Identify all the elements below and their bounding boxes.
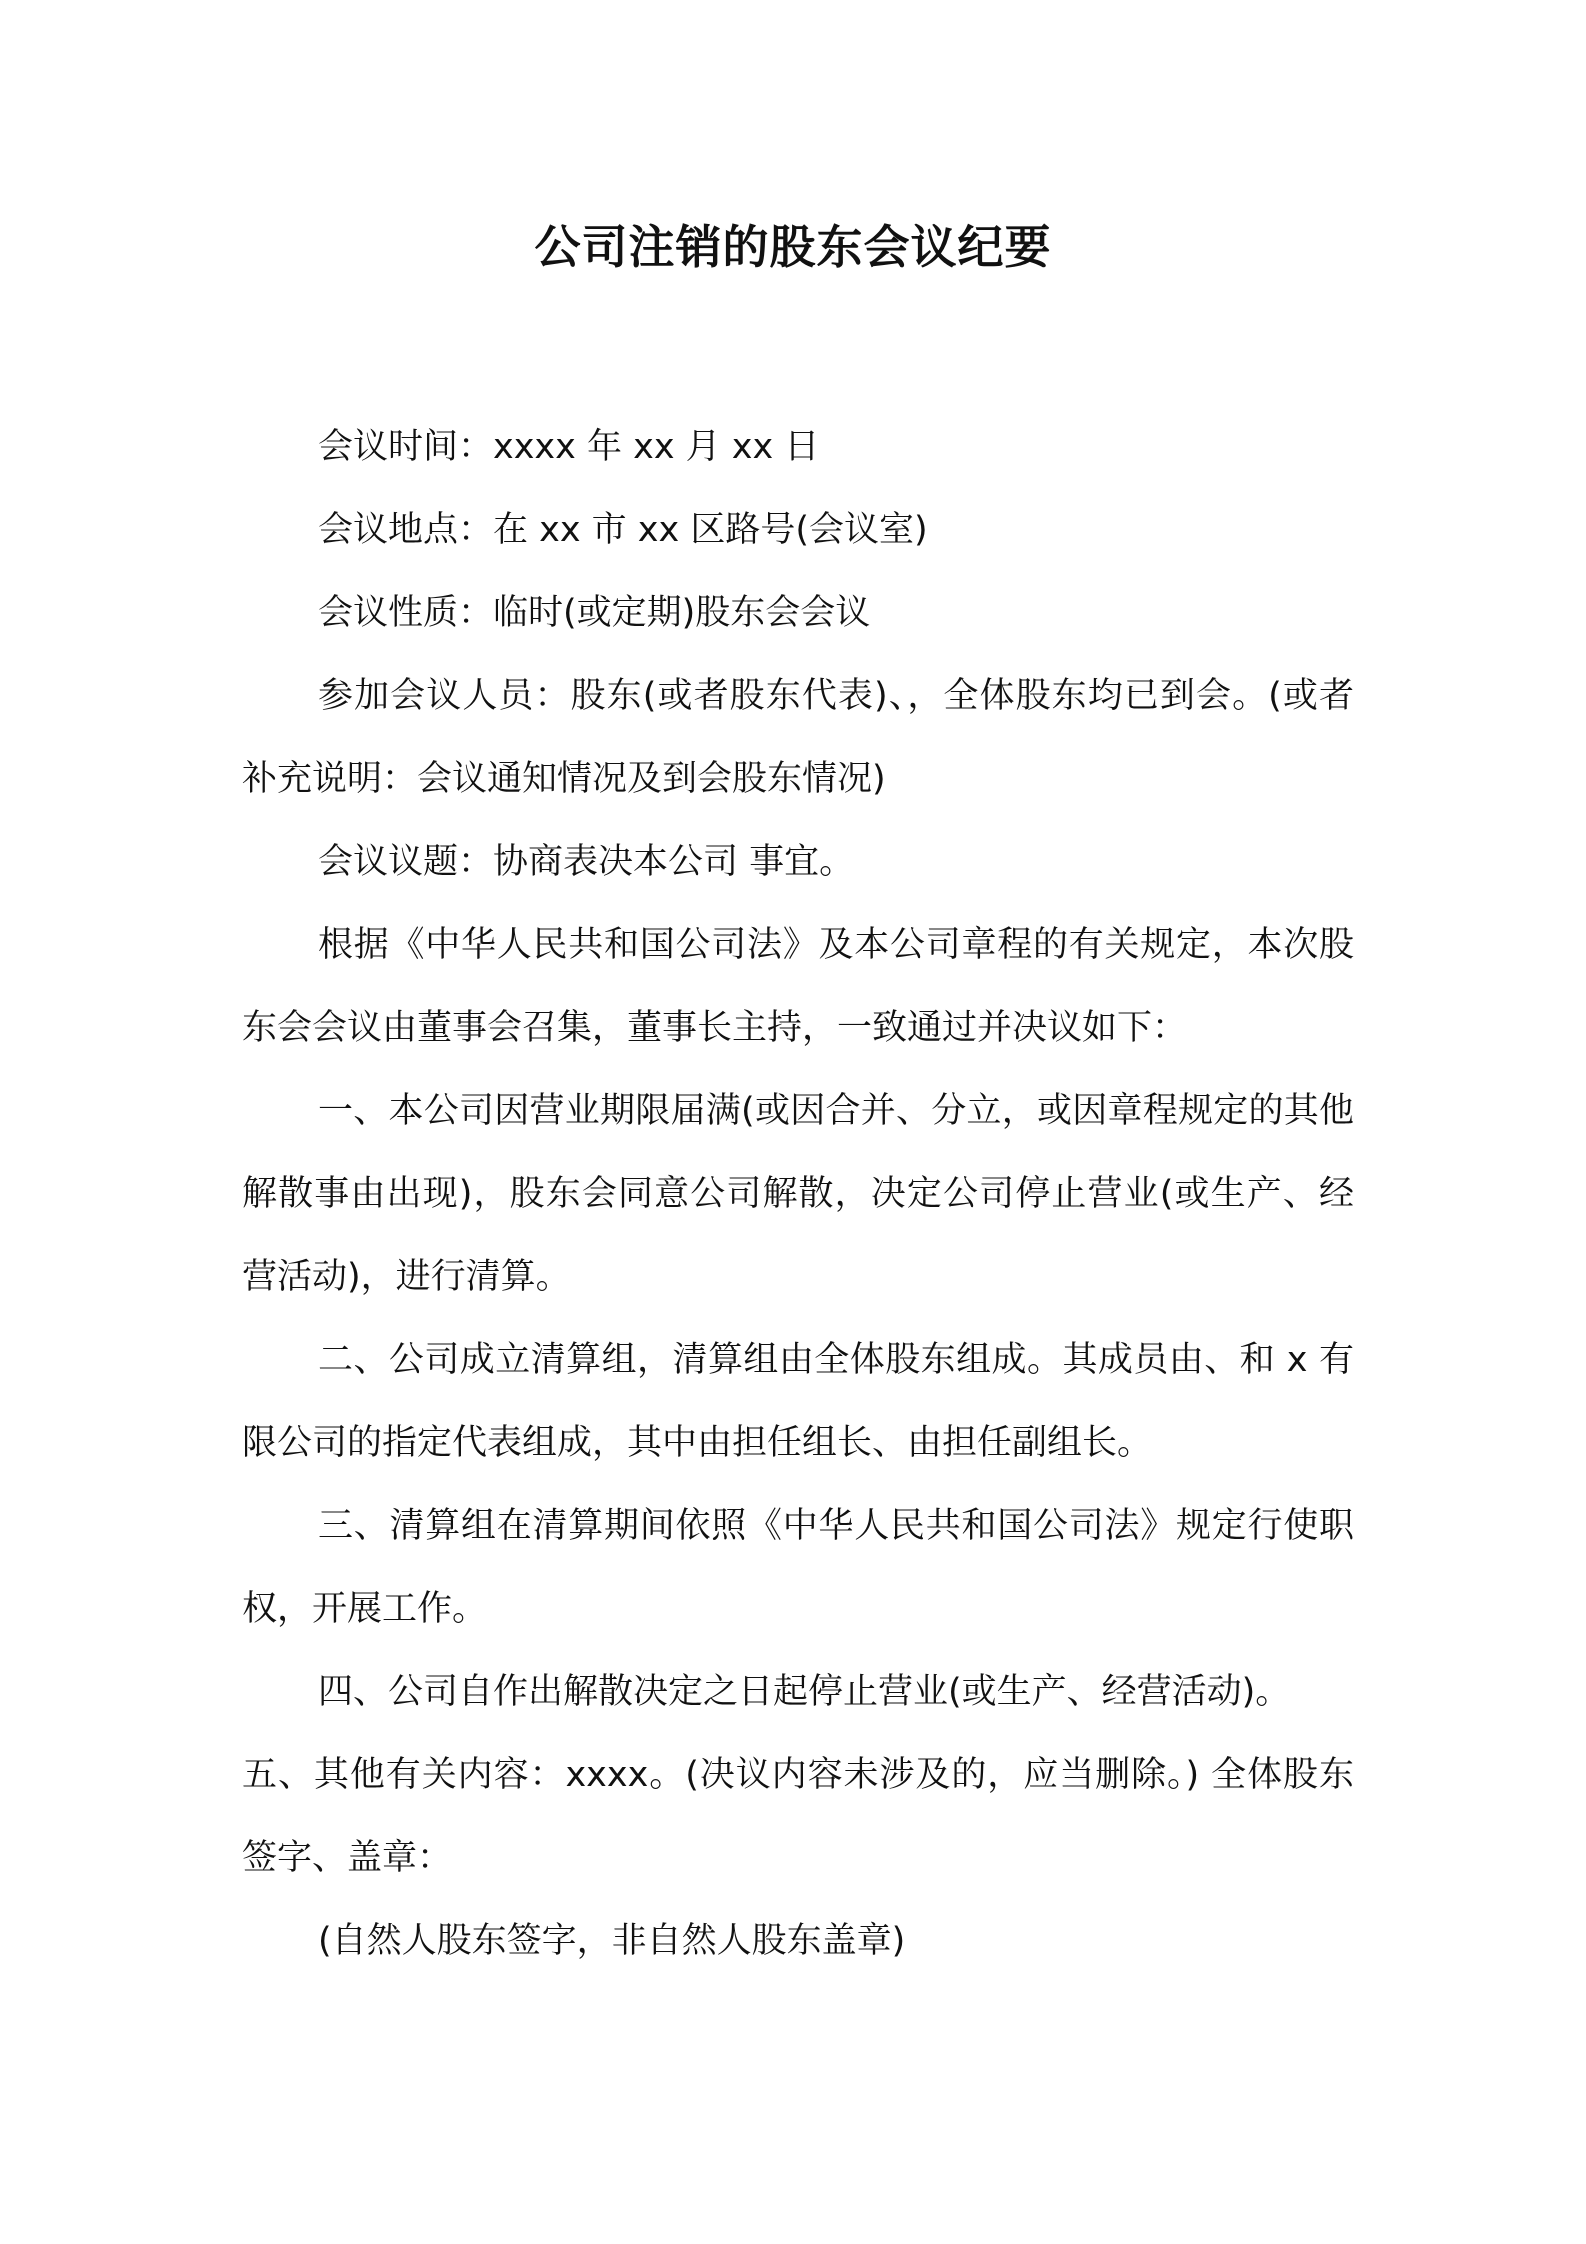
meeting-topic-paragraph: 会议议题：协商表决本公司 事宜。 [318, 842, 855, 882]
resolution-3-paragraph: 三、清算组在清算期间依照《中华人民共和国公司法》规定行使职权，开展工作。 [242, 1506, 1354, 1629]
legal-basis-paragraph: 根据《中华人民共和国公司法》及本公司章程的有关规定，本次股东会会议由董事会召集，董事长主持，一致通过并决议如下： [242, 925, 1354, 1048]
attendees-paragraph: 参加会议人员：股东(或者股东代表)、，全体股东均已到会。(或者补充说明：会议通知情况及到会股东情况) [242, 676, 1354, 799]
resolution-5-paragraph: 五、其他有关内容：xxxx。(决议内容未涉及的，应当删除。) 全体股东签字、盖章： [242, 1755, 1354, 1878]
meeting-nature-paragraph: 会议性质：临时(或定期)股东会会议 [318, 593, 871, 633]
resolution-1-paragraph: 一、本公司因营业期限届满(或因合并、分立，或因章程规定的其他解散事由出现)，股东会同意公司解散，决定公司停止营业(或生产、经营活动)，进行清算。 [242, 1091, 1354, 1297]
document-body [242, 406, 1354, 1983]
signature-note-paragraph: (自然人股东签字，非自然人股东盖章) [318, 1921, 906, 1961]
resolution-2-paragraph: 二、公司成立清算组，清算组由全体股东组成。其成员由、和 x 有限公司的指定代表组成，其中由担任组长、由担任副组长。 [242, 1340, 1354, 1463]
document-title: 公司注销的股东会议纪要 [534, 220, 1052, 274]
resolution-4-paragraph: 四、公司自作出解散决定之日起停止营业(或生产、经营活动)。 [318, 1672, 1291, 1712]
meeting-time-paragraph: 会议时间：xxxx 年 xx 月 xx 日 [318, 427, 820, 467]
meeting-location-paragraph: 会议地点：在 xx 市 xx 区路号(会议室) [318, 510, 928, 550]
